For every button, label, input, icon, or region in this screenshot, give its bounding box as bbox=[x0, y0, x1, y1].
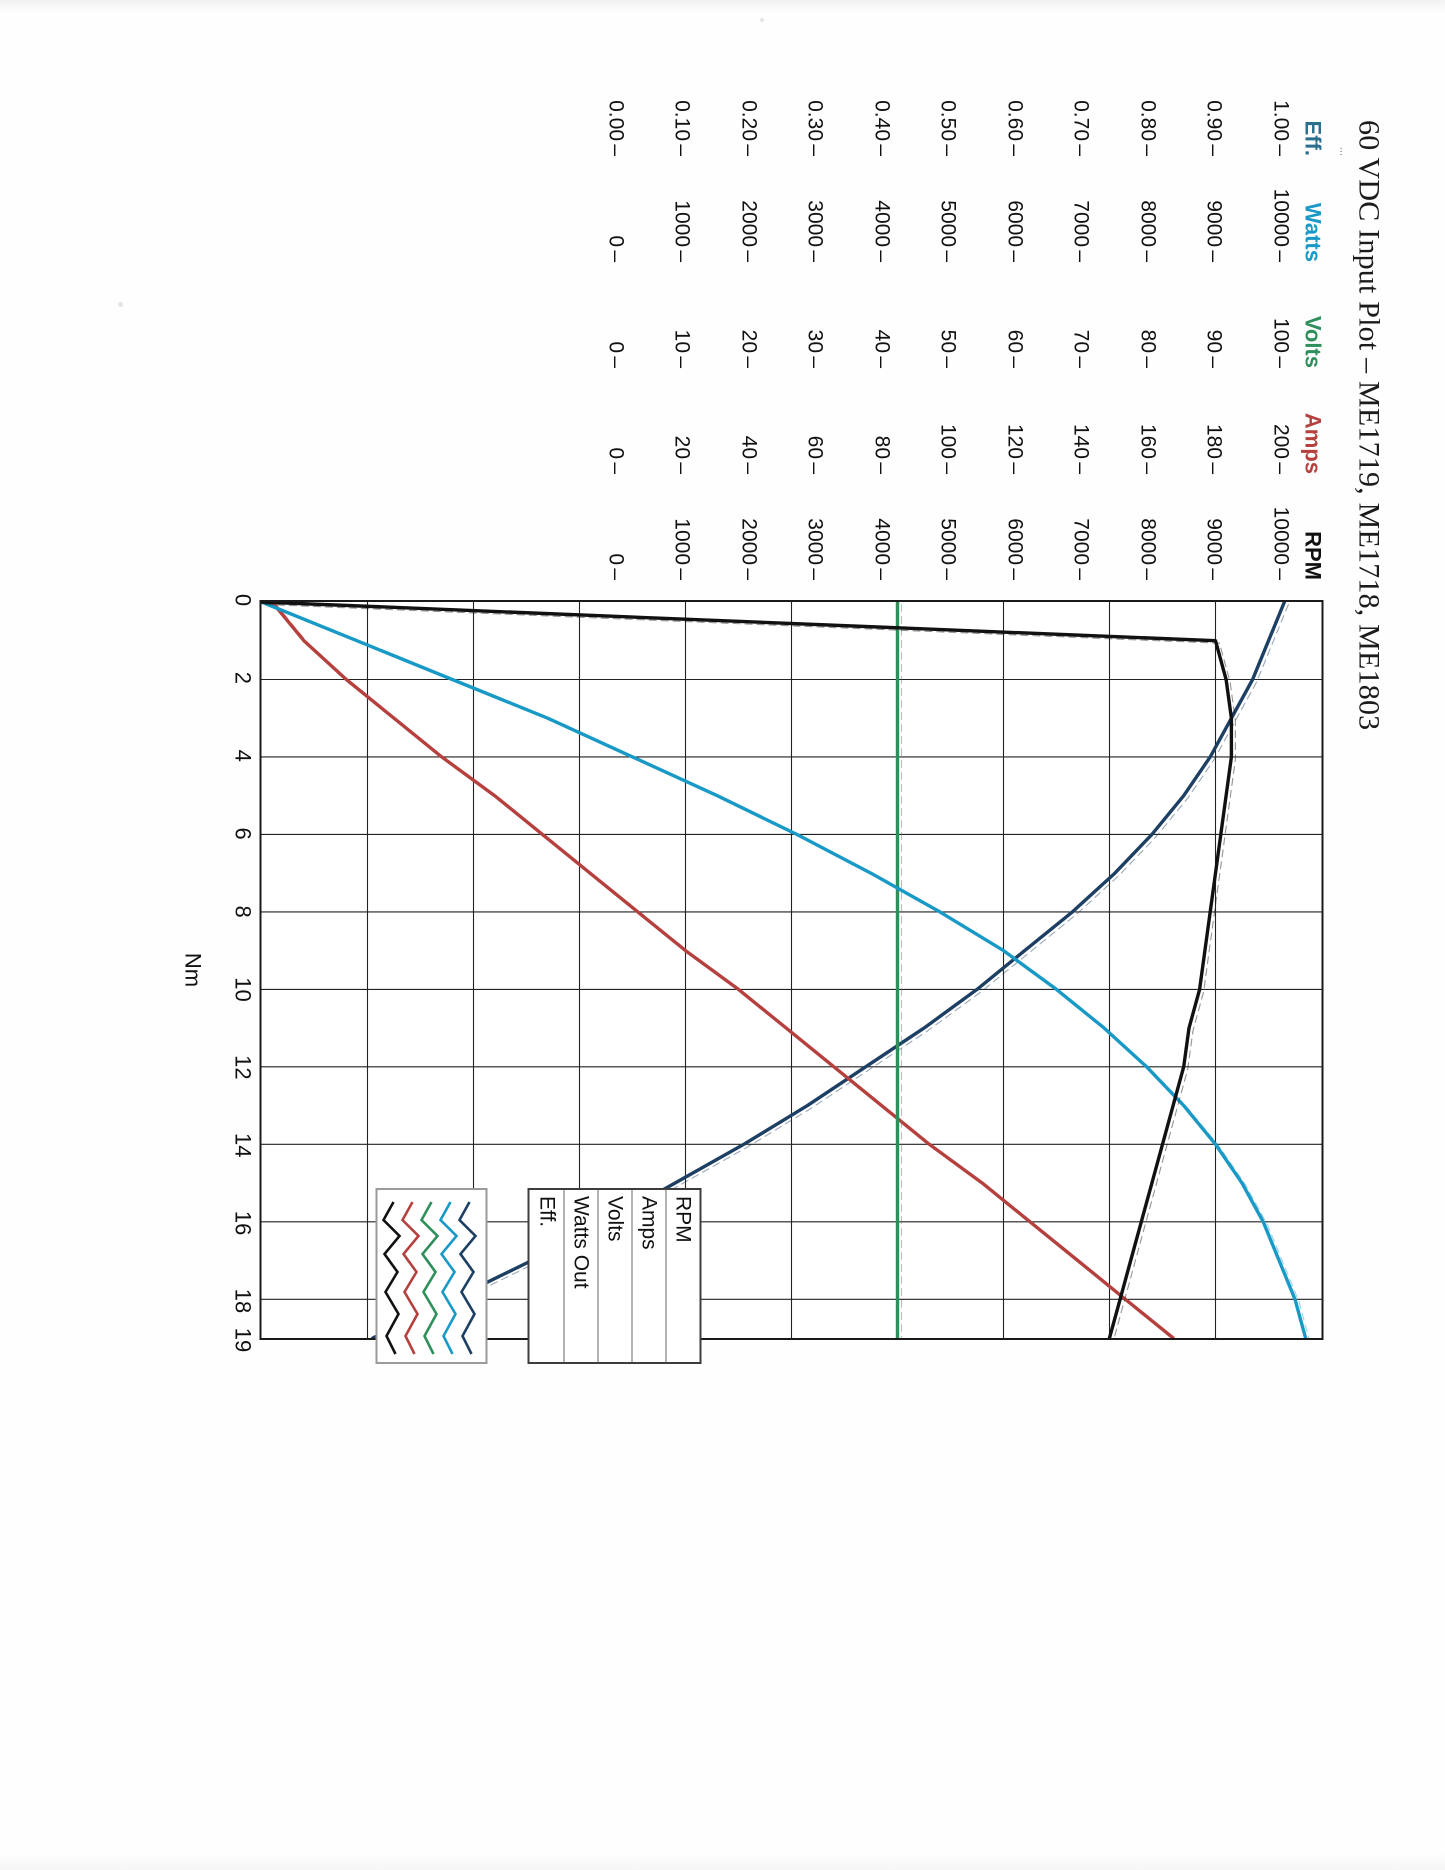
axis-rpm-tick-8: 2000– bbox=[737, 518, 760, 580]
legend-label: Eff. bbox=[535, 1196, 558, 1228]
legend-label: RPM bbox=[671, 1196, 695, 1243]
x-tick-14: 14 bbox=[230, 1133, 255, 1158]
axis-rpm-tick-6: 4000– bbox=[870, 518, 893, 580]
axis-amps-tick-5: 100– bbox=[936, 423, 960, 474]
axis-volts-tick-0: 100– bbox=[1269, 317, 1292, 368]
axis-amps-tick-6: 80– bbox=[870, 435, 893, 474]
eff-axis-note: ... bbox=[1337, 146, 1349, 156]
axis-amps-tick-9: 20– bbox=[670, 435, 694, 474]
axis-rpm-tick-5: 5000– bbox=[936, 518, 960, 580]
axis-volts-tick-7: 30– bbox=[803, 329, 827, 368]
axis-amps-tick-10: 0– bbox=[604, 447, 627, 474]
axis-eff-tick-6: 0.40– bbox=[870, 100, 893, 156]
axis-watts-tick-6: 4000– bbox=[870, 200, 893, 262]
axis-eff-tick-4: 0.60– bbox=[1003, 100, 1026, 156]
legend-item-watts-out bbox=[563, 1190, 597, 1362]
axis-volts-tick-9: 10– bbox=[670, 329, 694, 368]
axis-watts-title: Watts bbox=[1300, 202, 1325, 262]
axis-rpm-title: RPM bbox=[1300, 531, 1325, 580]
axis-amps-tick-0: 200– bbox=[1269, 423, 1292, 474]
legend-swatch-watts-out bbox=[440, 1202, 456, 1354]
axis-watts-tick-1: 9000– bbox=[1202, 200, 1226, 262]
axis-watts-tick-5: 5000– bbox=[936, 200, 960, 262]
axis-volts-tick-2: 80– bbox=[1136, 329, 1159, 368]
legend-swatch-volts bbox=[421, 1202, 437, 1354]
legend-swatch-rpm bbox=[459, 1202, 475, 1354]
axis-volts-tick-5: 50– bbox=[936, 329, 960, 368]
page-title: 60 VDC Input Plot – ME1719, ME1718, ME1803 bbox=[1352, 120, 1385, 731]
series-line-ghost bbox=[376, 605, 1288, 1339]
axis-rpm-tick-9: 1000– bbox=[670, 518, 694, 580]
x-axis-ticks bbox=[215, 593, 255, 1353]
axis-volts-tick-4: 60– bbox=[1003, 329, 1026, 368]
legend-item-amps bbox=[631, 1190, 665, 1362]
axis-eff-tick-1: 0.90– bbox=[1202, 100, 1226, 156]
axis-rpm-tick-4: 6000– bbox=[1003, 518, 1026, 580]
axis-rpm-tick-3: 7000– bbox=[1069, 518, 1093, 580]
axis-amps-tick-4: 120– bbox=[1003, 423, 1026, 474]
legend-swatch-amps bbox=[402, 1202, 418, 1354]
axis-rpm-tick-7: 3000– bbox=[803, 518, 827, 580]
axis-volts bbox=[558, 272, 1326, 368]
axis-eff-tick-10: 0.00– bbox=[604, 100, 627, 156]
axis-eff-tick-5: 0.50– bbox=[936, 100, 960, 156]
axis-watts-tick-3: 7000– bbox=[1069, 200, 1093, 262]
legend-label: Watts Out bbox=[569, 1196, 593, 1289]
axis-watts-tick-0: 10000– bbox=[1269, 188, 1292, 262]
legend-item-rpm bbox=[665, 1190, 699, 1362]
x-tick-16: 16 bbox=[230, 1210, 255, 1236]
axis-watts-tick-7: 3000– bbox=[803, 200, 827, 262]
x-tick-8: 8 bbox=[230, 905, 255, 918]
axis-amps bbox=[558, 378, 1326, 474]
axis-eff-tick-0: 1.00– bbox=[1269, 100, 1292, 156]
legend-item-volts bbox=[597, 1190, 631, 1362]
axis-amps-tick-3: 140– bbox=[1069, 423, 1093, 474]
axis-rpm bbox=[558, 484, 1326, 580]
axis-eff-tick-8: 0.20– bbox=[737, 100, 760, 156]
axis-volts-tick-6: 40– bbox=[870, 329, 893, 368]
legend-swatch-eff- bbox=[383, 1202, 399, 1354]
x-tick-2: 2 bbox=[230, 671, 255, 685]
axis-watts-tick-4: 6000– bbox=[1003, 200, 1026, 262]
series-line-rpm bbox=[372, 602, 1284, 1338]
axis-watts bbox=[558, 166, 1326, 262]
legend-swatch-lines bbox=[381, 1196, 481, 1360]
axis-volts-tick-1: 90– bbox=[1202, 329, 1226, 368]
axis-watts-tick-10: 0– bbox=[604, 235, 627, 262]
x-tick-18: 18 bbox=[230, 1288, 255, 1314]
legend-item-eff bbox=[529, 1190, 563, 1362]
axis-amps-tick-7: 60– bbox=[803, 435, 827, 474]
x-tick-6: 6 bbox=[230, 827, 255, 840]
x-tick-4: 4 bbox=[230, 749, 255, 762]
legend bbox=[527, 1188, 701, 1364]
axis-eff-title: Eff. bbox=[1300, 120, 1325, 156]
axis-watts-tick-2: 8000– bbox=[1136, 200, 1159, 262]
legend-label: Amps bbox=[637, 1196, 661, 1250]
axis-amps-tick-8: 40– bbox=[737, 435, 760, 474]
legend-label: Volts bbox=[603, 1196, 627, 1242]
axis-volts-tick-10: 0– bbox=[604, 341, 627, 368]
axis-rpm-tick-0: 10000– bbox=[1269, 506, 1292, 580]
axis-eff bbox=[558, 60, 1326, 156]
axis-eff-tick-7: 0.30– bbox=[803, 100, 827, 156]
axis-rpm-tick-2: 8000– bbox=[1136, 518, 1159, 580]
axis-eff-tick-9: 0.10– bbox=[670, 100, 694, 156]
x-tick-0: 0 bbox=[230, 593, 255, 607]
x-axis-title: Nm bbox=[180, 952, 205, 988]
axis-eff-tick-3: 0.70– bbox=[1069, 100, 1093, 156]
axis-amps-tick-2: 160– bbox=[1136, 423, 1159, 474]
axis-volts-tick-8: 20– bbox=[737, 329, 760, 368]
axis-volts-title: Volts bbox=[1300, 315, 1325, 368]
x-tick-12: 12 bbox=[230, 1055, 255, 1080]
axis-rpm-tick-1: 9000– bbox=[1202, 518, 1226, 580]
axis-volts-tick-3: 70– bbox=[1069, 329, 1093, 368]
legend-swatches bbox=[375, 1188, 487, 1364]
axis-watts-tick-9: 1000– bbox=[670, 200, 694, 262]
x-tick-10: 10 bbox=[230, 977, 255, 1002]
axis-watts-tick-8: 2000– bbox=[737, 200, 760, 262]
axis-rpm-tick-10: 0– bbox=[604, 553, 627, 580]
axis-eff-tick-2: 0.80– bbox=[1136, 100, 1159, 156]
axis-amps-tick-1: 180– bbox=[1202, 423, 1226, 474]
x-tick-19: 19 bbox=[230, 1327, 255, 1353]
axis-amps-title: Amps bbox=[1300, 412, 1325, 474]
